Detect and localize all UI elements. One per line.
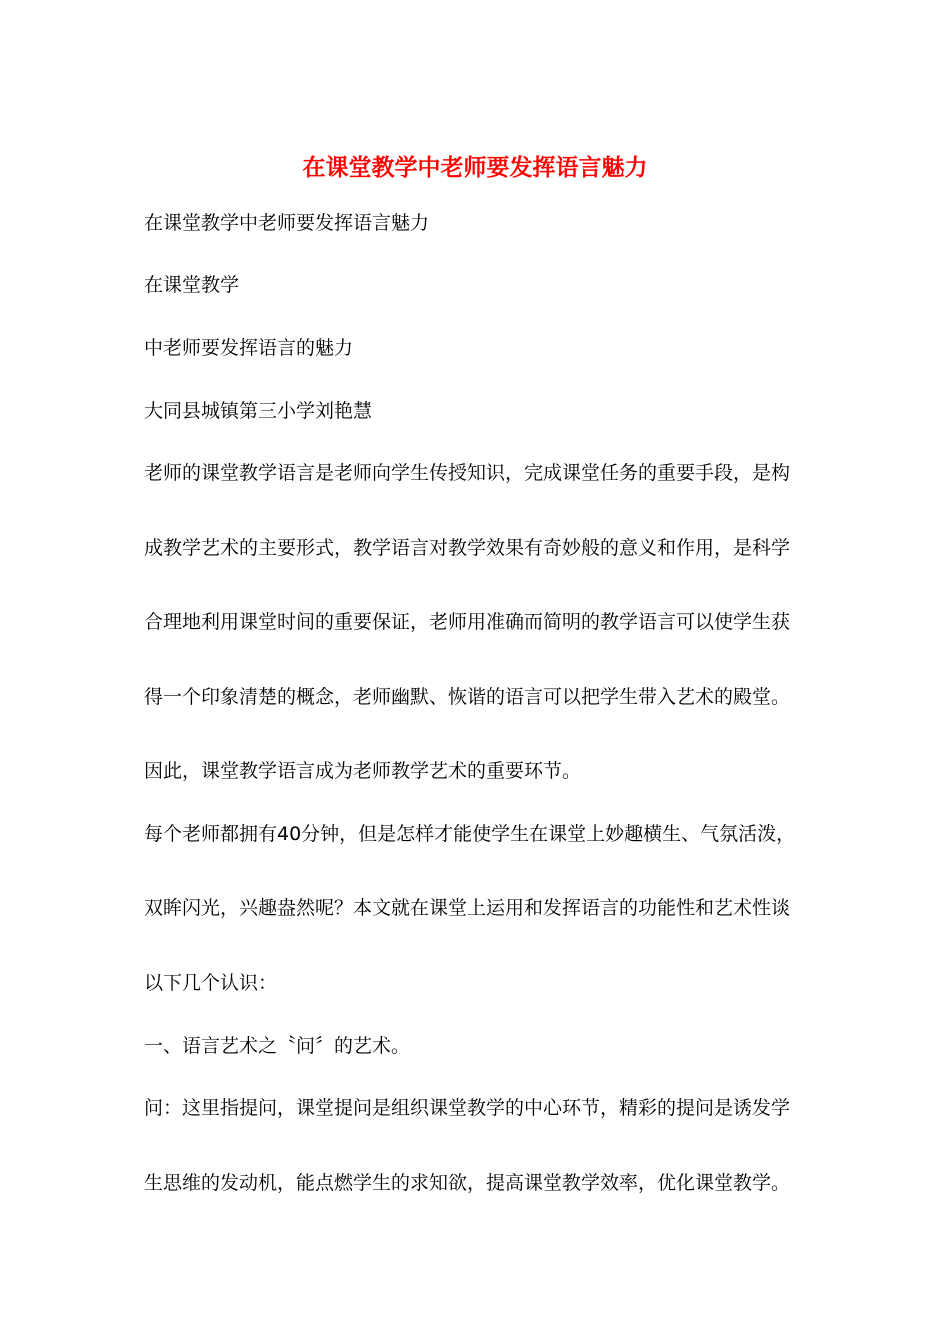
section-heading: 一、语言艺术之〝问〞的艺术。 xyxy=(144,1035,411,1057)
paragraph-line: 因此，课堂教学语言成为老师教学艺术的重要环节。 xyxy=(144,760,582,782)
paragraph-line: 合理地利用课堂时间的重要保证，老师用准确而简明的教学语言可以使学生获 xyxy=(144,611,791,633)
paragraph-line: 每个老师都拥有40分钟，但是怎样才能使学生在课堂上妙趣横生、气氛活泼， xyxy=(144,823,796,845)
paragraph-line: 问：这里指提问，课堂提问是组织课堂教学的中心环节，精彩的提问是诱发学 xyxy=(144,1097,791,1119)
paragraph-line: 双眸闪光，兴趣盎然呢？本文就在课堂上运用和发挥语言的功能性和艺术性谈 xyxy=(144,897,791,919)
paragraph-line: 老师的课堂教学语言是老师向学生传授知识，完成课堂任务的重要手段，是构 xyxy=(144,462,791,484)
heading-line: 在课堂教学 xyxy=(144,274,240,296)
paragraph-line: 以下几个认识： xyxy=(144,972,278,994)
heading-line: 中老师要发挥语言的魅力 xyxy=(144,337,354,359)
paragraph-line: 成教学艺术的主要形式，教学语言对教学效果有奇妙般的意义和作用，是科学 xyxy=(144,537,791,559)
paragraph-line: 生思维的发动机，能点燃学生的求知欲，提高课堂教学效率，优化课堂教学。 xyxy=(144,1172,791,1194)
subtitle-line: 在课堂教学中老师要发挥语言魅力 xyxy=(144,212,430,234)
document-title: 在课堂教学中老师要发挥语言魅力 xyxy=(302,154,648,181)
author-line: 大同县城镇第三小学刘艳慧 xyxy=(144,400,373,422)
paragraph-line: 得一个印象清楚的概念，老师幽默、恢谐的语言可以把学生带入艺术的殿堂。 xyxy=(144,686,791,708)
